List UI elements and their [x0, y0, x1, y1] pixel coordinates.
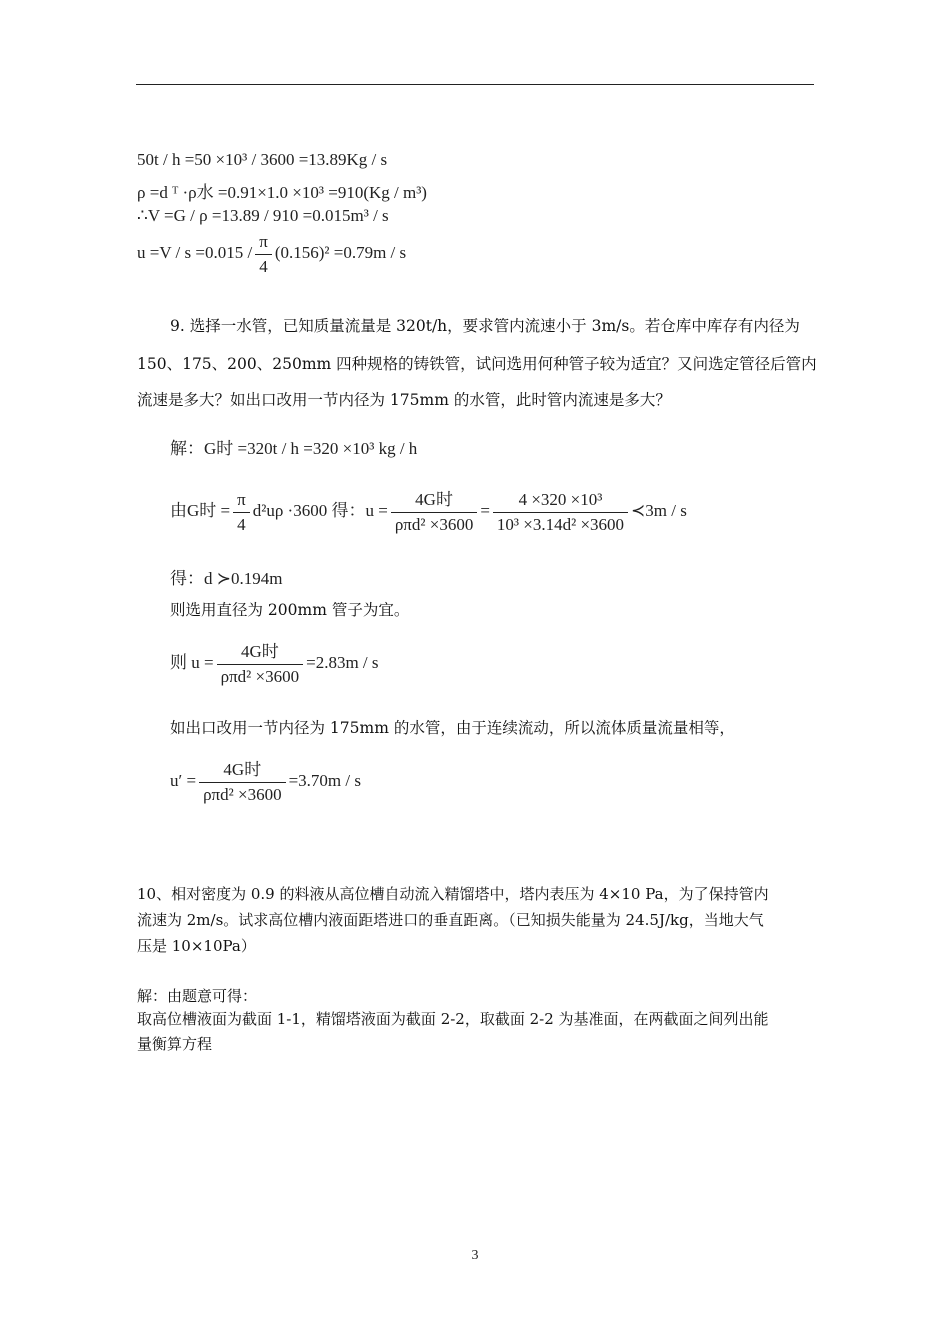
formula-velocity-suffix: (0.156)² =0.79m / s [274, 242, 407, 262]
eq3-fraction [217, 642, 304, 686]
eq2-fraction-pi [233, 490, 250, 534]
problem10-solution-line1: 取高位槽液面为截面 1-1，精馏塔液面为截面 2-2，取截面 2-2 为基准面，在两截面之间列出能 [137, 1010, 769, 1028]
fraction-denominator: ρπd² ×3600 [217, 664, 304, 687]
problem10-line2: 流速为 2m/s。试求高位槽内液面距塔进口的垂直距离。（已知损失能量为 24.5J/kg，当地大气 [137, 911, 764, 929]
page-number: 3 [471, 1248, 479, 1263]
eq2-fraction-numeric [493, 490, 628, 534]
fraction-numerator: 4G时 [223, 760, 262, 779]
problem9-line1: 9. 选择一水管，已知质量流量是 320t/h，要求管内流速小于 3m/s。若仓库中库存有内径为 [170, 317, 800, 335]
formula-velocity-prefix: u =V / s =0.015 / [137, 242, 253, 262]
eq3-prefix: 则 u = [170, 652, 214, 672]
formula-velocity [137, 232, 406, 276]
fraction-pi-over-4 [255, 232, 272, 276]
eq2-fraction-mass [391, 490, 478, 534]
eq2-equals: = [480, 500, 490, 520]
problem10-line3: 压是 10×10Pa） [137, 937, 256, 955]
fraction-denominator: 4 [255, 254, 272, 277]
eq3-suffix: =2.83m / s [306, 652, 379, 672]
fraction-denominator: 10³ ×3.14d² ×3600 [493, 512, 628, 535]
problem10-solution-intro: 解：由题意可得： [137, 987, 258, 1005]
problem9-line2: 150、175、200、250mm 四种规格的铸铁管，试问选用何种管子较为适宜？又问选定管径后管内 [137, 355, 817, 373]
eq2-mid: d²uρ ·3600 得：u = [252, 500, 388, 520]
eq2-prefix: 由G时 = [170, 500, 231, 520]
eq4-fraction [199, 760, 286, 804]
problem9-outlet-text: 如出口改用一节内径为 175mm 的水管，由于连续流动，所以流体质量流量相等， [170, 719, 735, 737]
header-rule [136, 84, 814, 85]
problem9-line3: 流速是多大？如出口改用一节内径为 175mm 的水管，此时管内流速是多大？ [137, 391, 671, 409]
formula-volume-flow: ∴V =G / ρ =13.89 / 910 =0.015m³ / s [137, 206, 389, 225]
fraction-denominator: ρπd² ×3600 [199, 782, 286, 805]
formula-density: ρ =d ᵀ ·ρ水 =0.91×1.0 ×10³ =910(Kg / m³) [137, 183, 427, 202]
fraction-denominator: ρπd² ×3600 [391, 512, 478, 535]
fraction-numerator: 4 ×320 ×10³ [518, 490, 603, 509]
fraction-numerator: π [237, 490, 246, 509]
fraction-numerator: 4G时 [240, 642, 279, 661]
eq2-suffix: ≺3m / s [631, 500, 687, 520]
fraction-numerator: 4G时 [415, 490, 453, 509]
eq4-suffix: =3.70m / s [288, 770, 361, 790]
problem10-line1: 10、相对密度为 0.9 的料液从高位槽自动流入精馏塔中，塔内表压为 4×10 Pa，为了保持管内 [137, 885, 769, 903]
problem10-solution-line2: 量衡算方程 [137, 1035, 213, 1053]
problem9-velocity-equation [170, 490, 687, 534]
eq4-prefix: u′ = [170, 770, 197, 790]
fraction-numerator: π [259, 232, 268, 251]
problem9-diameter-result: 得：d ≻0.194m [170, 569, 283, 588]
problem9-velocity-175mm [170, 760, 361, 804]
formula-mass-flow: 50t / h =50 ×10³ / 3600 =13.89Kg / s [137, 150, 388, 169]
problem9-velocity-200mm [170, 642, 379, 686]
problem9-choose-pipe: 则选用直径为 200mm 管子为宜。 [170, 601, 410, 619]
fraction-denominator: 4 [233, 512, 250, 535]
problem9-solution-mass-flow: 解：G时 =320t / h =320 ×10³ kg / h [170, 439, 418, 458]
